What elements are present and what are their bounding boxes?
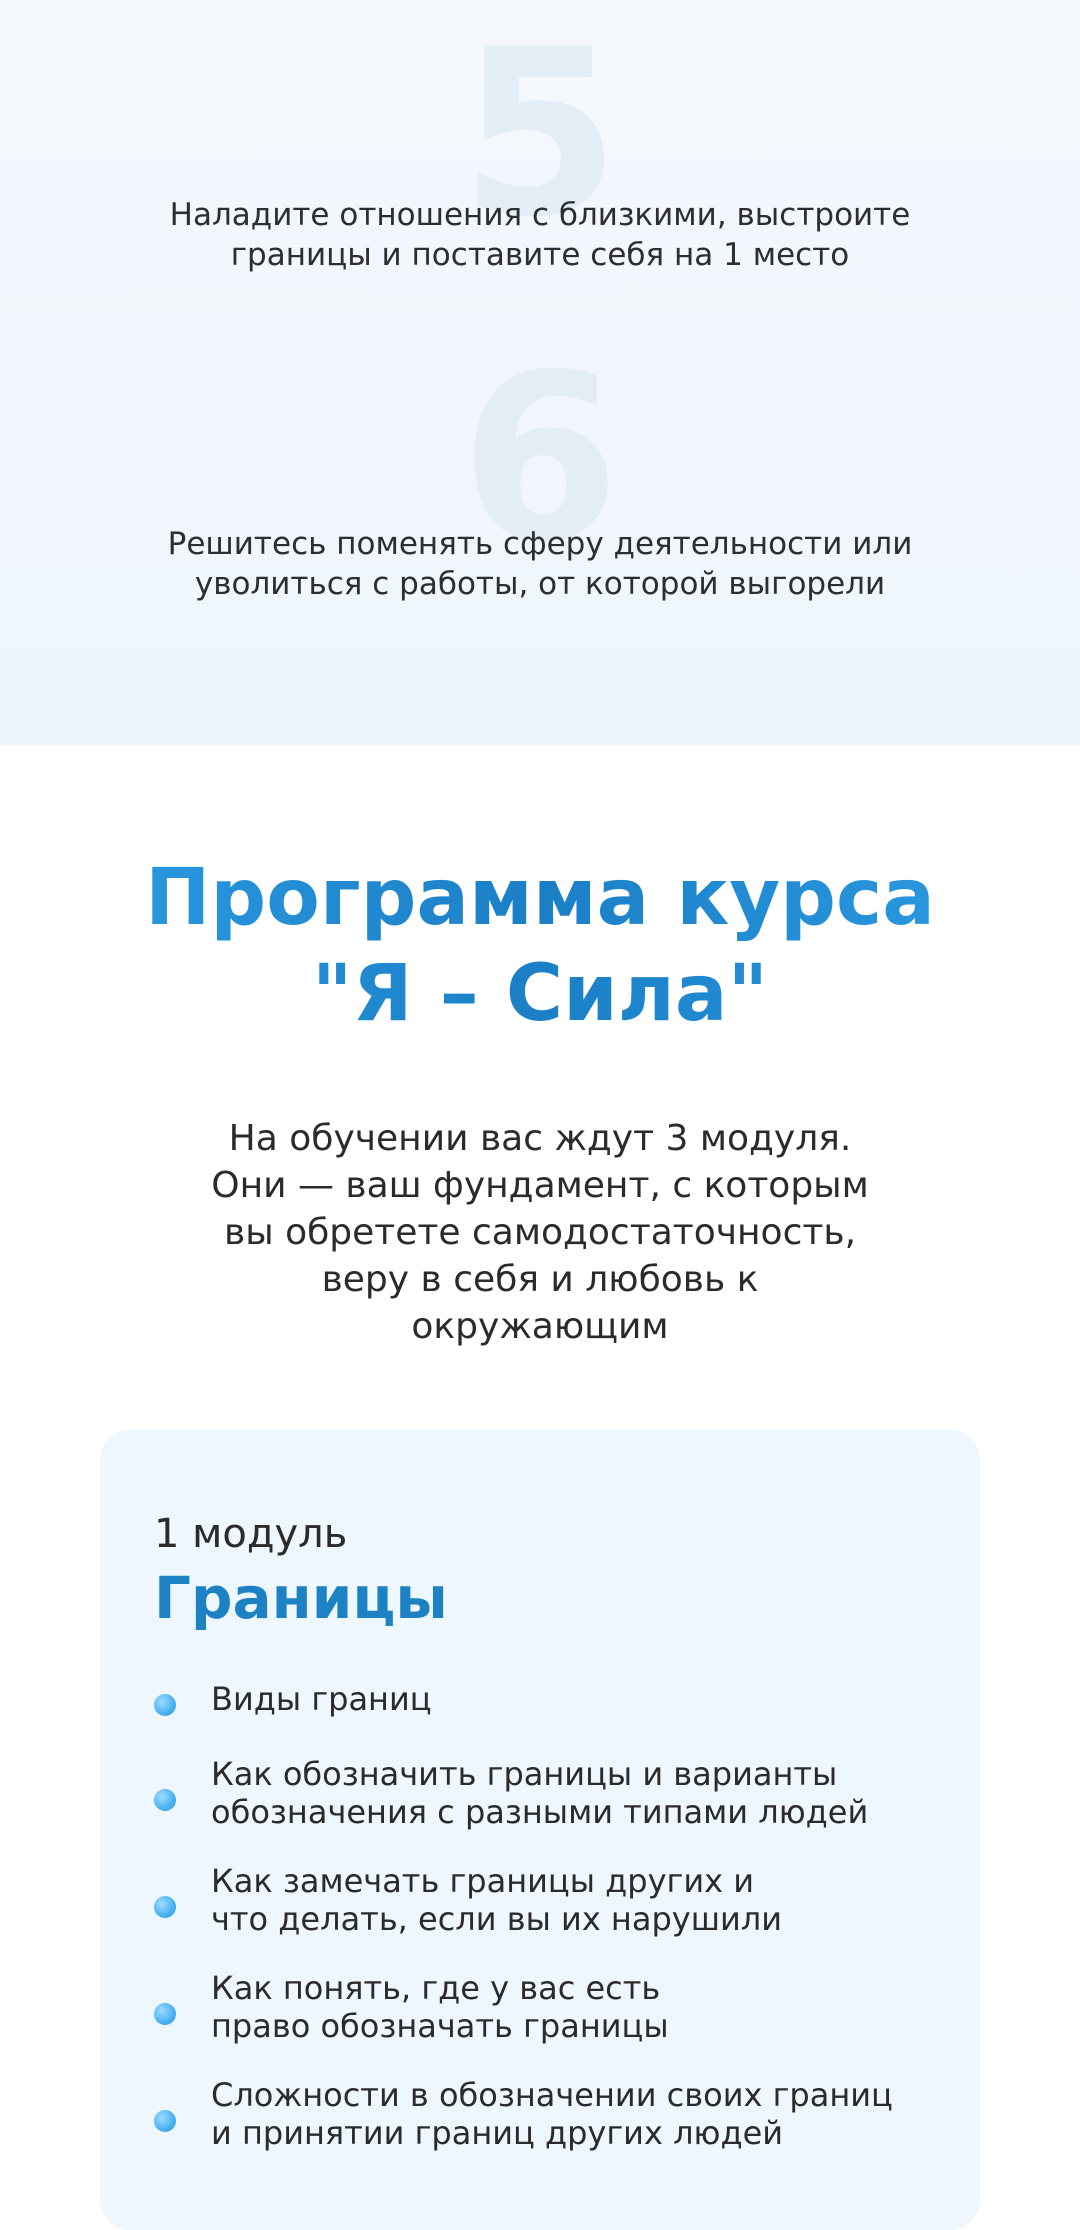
- benefit-number: 6: [459, 326, 621, 593]
- bullet-dot-icon: [154, 1896, 176, 1918]
- program-title: [60, 850, 1020, 1042]
- list-item-line: обозначения с разными типами людей: [211, 1793, 869, 1831]
- list-item-line: Как обозначить границы и варианты: [211, 1755, 838, 1793]
- benefit-text-line: Наладите отношения с близкими, выстроите: [169, 197, 911, 233]
- list-item-line: право обозначать границы: [211, 2007, 669, 2045]
- benefit-text-line: границы и поставите себя на 1 место: [230, 237, 850, 273]
- benefit-text: [140, 524, 940, 604]
- list-item-text: [211, 1969, 951, 2045]
- program-description-line: вы обретете самодостаточность,: [223, 1212, 857, 1253]
- list-item-text: [211, 2076, 951, 2152]
- module-number-label: 1 модуль: [154, 1511, 348, 1557]
- program-description: [160, 1115, 920, 1350]
- program-description-line: На обучении вас ждут 3 модуля.: [228, 1118, 852, 1159]
- list-item-line: Как замечать границы других и: [211, 1862, 755, 1900]
- bullet-dot-icon: [154, 2110, 176, 2132]
- list-item-line: Виды границ: [211, 1680, 432, 1718]
- program-description-line: веру в себя и любовь к: [321, 1259, 759, 1300]
- benefit-number: 5: [459, 1, 621, 268]
- bullet-dot-icon: [154, 1789, 176, 1811]
- benefit-text-line: уволиться с работы, от которой выгорели: [194, 566, 886, 602]
- list-item-text: [211, 1755, 951, 1831]
- list-item-line: что делать, если вы их нарушили: [211, 1900, 783, 1938]
- benefit-text-line: Решитесь поменять сферу деятельности или: [167, 526, 913, 562]
- list-item-line: и принятии границ других людей: [211, 2114, 784, 2152]
- module-title: Границы: [154, 1564, 448, 1632]
- module-card: [100, 1430, 980, 2230]
- list-item-text: [211, 1862, 951, 1938]
- list-item-text: [211, 1680, 951, 1718]
- bullet-dot-icon: [154, 1694, 176, 1716]
- program-description-line: Они — ваш фундамент, с которым: [211, 1165, 869, 1206]
- benefit-text: [140, 195, 940, 275]
- program-title-line: "Я – Сила": [311, 949, 769, 1039]
- list-item-line: Как понять, где у вас есть: [211, 1969, 661, 2007]
- program-description-line: окружающим: [411, 1306, 669, 1347]
- benefits-section: [0, 0, 1080, 745]
- program-title-line: Программа курса: [145, 853, 935, 943]
- list-item-line: Сложности в обозначении своих границ: [211, 2076, 893, 2114]
- bullet-dot-icon: [154, 2003, 176, 2025]
